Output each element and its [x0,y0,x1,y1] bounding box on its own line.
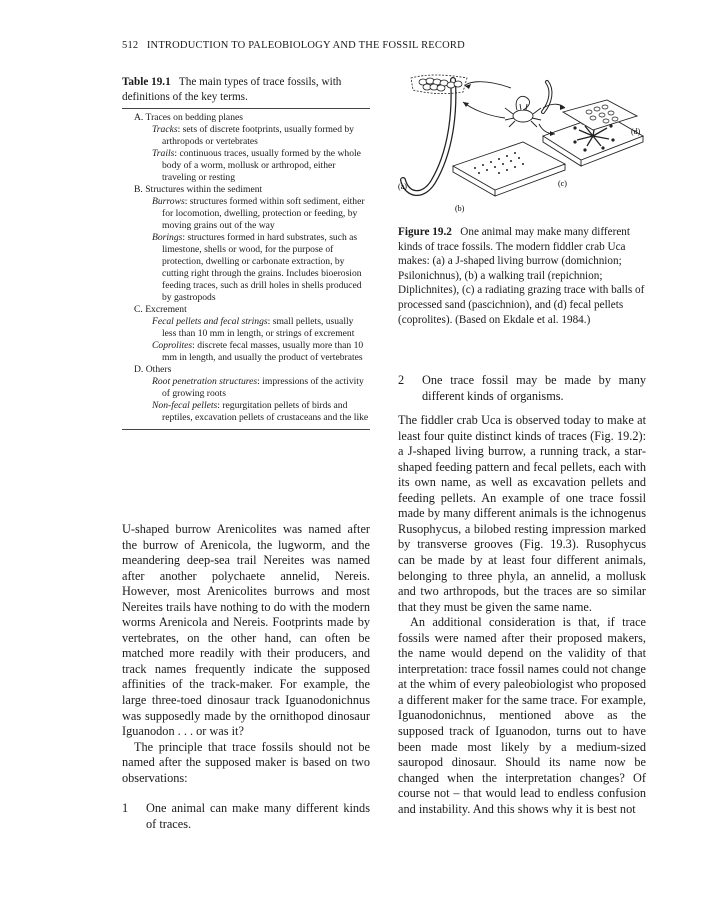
table-body [122,112,370,424]
item-text: One animal can make many different kinds of traces. [146,801,370,831]
item-number: 2 [398,373,405,387]
table-bottom-rule [122,429,370,430]
entry-term: Root penetration structures [152,376,258,387]
figure-caption [398,225,646,327]
figure-caption-text: One animal may make many different kinds of trace fossils. The modern fiddler crab Uca makes: (a) a J-shaped living burrow (domichnion; Psilonichnus), (b) a walking trail (repichnion; Diplichnites), (c) a radiating grazing trace with balls of processed sand (pascichnion), and (d) fecal pellets (coprolites). (Based on Ekdale et al. 1984.) [398,226,645,326]
entry-term: Tracks [152,124,178,135]
label-b: (b) [455,204,465,213]
paragraph: The fiddler crab Uca is observed today to make at least four quite distinct kinds of traces (Fig. 19.2): a J-shaped living burrow, a running track, a star-shaped feeding pattern and fecal pellets, each with its own name, as well as excavation pellets and feeding pellets. An example of one trace fossil made by many different animals is the ichnogenus Rusophycus, a bilobed resting impression marked by transverse grooves (Fig. 19.3). Rusophycus can be made by at least four different animals, belonging to three phyla, an annelid, a mollusk and two arthropods, but the traces are so similar that they must be given the same name. [398,413,646,614]
item-number: 1 [122,801,129,816]
right-column [398,373,646,817]
table-top-rule [122,108,370,109]
entry-def: : structures formed in hard substrates, such as limestone, shells or wood, for the purpose of protection, dwelling or carbonate extraction, by cutting right through the grains. Includes bioerosion feeding traces, such as drill holes in shells produced by gastropods [162,232,362,303]
figure-label: Figure 19.2 [398,226,452,238]
trail-block [453,142,565,196]
entry-def: : small pellets, usually less than 10 mm in length, or strings of excrement [162,316,355,339]
label-c: (c) [558,179,567,188]
section-heading: B. Structures within the sediment [134,184,263,195]
table-section-b [134,184,370,304]
table-entry [134,376,370,400]
section-heading: D. Others [134,364,172,375]
entry-def: : continuous traces, usually formed by the whole body of a worm, mollusk or arthropod, either traveling or resting [162,148,361,183]
paragraph: U-shaped burrow Arenicolites was named after the burrow of Arenicola, the lugworm, and the meandering deep-sea trail Nereites was named after another polychaete annelid, Nereis. However, most Arenicolites burrows and most Nereites trails have nothing to do with the modern worms Arenicola and Nereis. Footprints made by vertebrates, on the other hand, can often be matched more readily with their producers, and track names frequently indicate the supposed affinities of the track-maker. For example, the large three-toed dinosaur track Iguanodonichnus was supposedly made by the ornithopod dinosaur Iguanodon . . . or was it? [122,522,370,739]
entry-term: Trails [152,148,175,159]
entry-term: Non-fecal pellets [152,400,218,411]
table-caption [122,75,370,104]
entry-def: : structures formed within soft sediment, either for locomotion, dwelling, protection or feeding, by moving grains out of the way [162,196,365,231]
table-label: Table 19.1 [122,76,171,88]
fiddler-crab [505,96,541,127]
numbered-item [122,801,370,832]
j-burrow [403,80,453,193]
table-entry [134,340,370,364]
figure-19-2-illustration [393,72,653,220]
entry-def: : regurgitation pellets of birds and reptiles, excavation pellets of crustaceans and the like [162,400,369,423]
entry-def: : discrete fecal masses, usually more than 10 mm in length, and usually the product of vertebrates [162,340,364,363]
table-19-1 [122,75,370,433]
table-entry [134,196,370,232]
table-entry [134,124,370,148]
label-a: (a) [398,182,407,191]
table-entry [134,400,370,424]
entry-def: : impressions of the activity of growing roots [162,376,364,399]
entry-term: Burrows [152,196,185,207]
table-section-c [134,304,370,364]
running-header [122,40,465,51]
entry-term: Coprolites [152,340,193,351]
table-entry [134,148,370,184]
entry-term: Borings [152,232,183,243]
entry-term: Fecal pellets and fecal strings [152,316,268,327]
left-column [122,522,370,832]
paragraph: An additional consideration is that, if trace fossils were named after their proposed makers, the name would depend on the validity of that interpretation: trace fossil names could not change at the whim of every paleobiologist who proposed a different maker for the same trace. For example, Iguanodonichnus, mentioned above as the supposed track of Iguanodon, turns out to have been made most likely by a medium-sized sauropod dinosaur. Should its name now be changed when the interpretation changes? Of course not – that would lead to endless confusion and instability. And this shows why it is best not [398,615,646,816]
label-d: (d) [631,127,641,136]
table-section-a [134,112,370,184]
running-title: INTRODUCTION TO PALEOBIOLOGY AND THE FOSSIL RECORD [146,40,465,51]
section-heading: A. Traces on bedding planes [134,112,243,123]
table-entry [134,316,370,340]
numbered-item [398,373,646,404]
entry-def: : sets of discrete footprints, usually formed by arthropods or vertebrates [162,124,354,147]
section-heading: C. Excrement [134,304,187,315]
item-text: One trace fossil may be made by many different kinds of organisms. [422,373,646,403]
table-section-d [134,364,370,424]
paragraph: The principle that trace fossils should not be named after the supposed maker is based on two observations: [122,739,370,785]
table-entry [134,232,370,304]
table-caption-text: The main types of trace fossils, with definitions of the key terms. [122,76,342,103]
page-number: 512 [122,40,139,51]
